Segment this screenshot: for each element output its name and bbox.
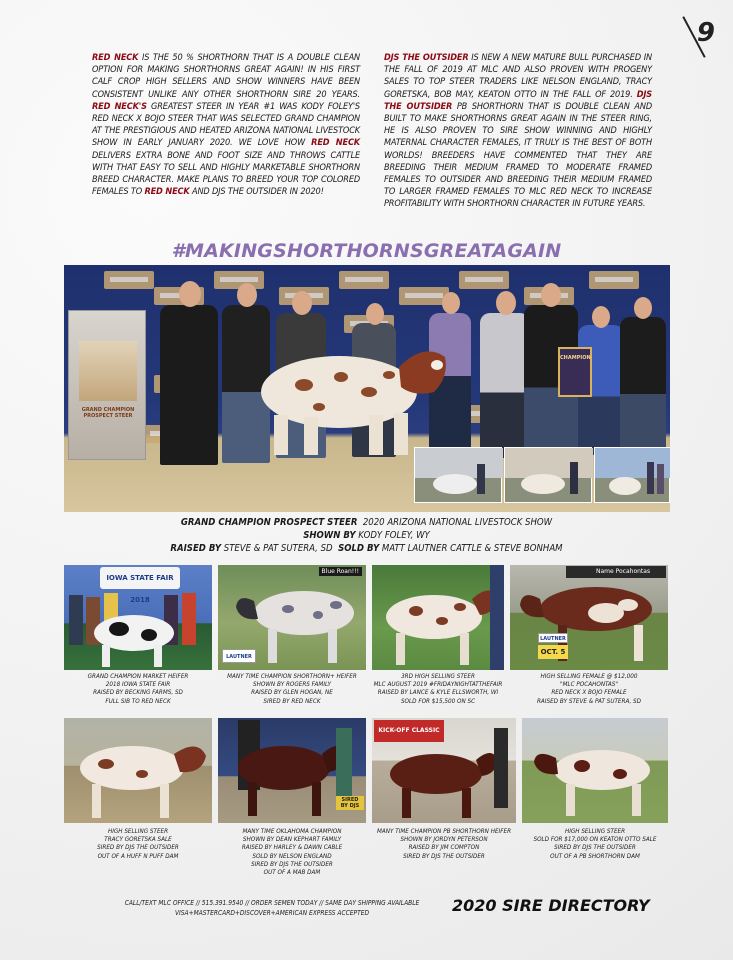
main-caption-line3 <box>0 543 733 554</box>
person-head <box>592 306 610 328</box>
caption-line: SIRED BY DJS THE OUTSIDER <box>97 844 179 852</box>
page-number: 9 <box>696 18 715 48</box>
caption-line: RAISED BY BECKING FARMS, SD <box>93 689 183 697</box>
highlight-name: RED NECK <box>92 53 139 63</box>
caption-line: RED NECK X BOJO FEMALE <box>551 689 627 697</box>
caption-line: RAISED BY HARLEY & DAWN CABLE <box>241 844 343 852</box>
body-text: DELIVERS EXTRA BONE AND FOOT SIZE AND THROWS CATTLE WITH THAT EASY TO SELL AND HIGHLY MARKETABLE SHORTHORN BREED CHARACTER. MAKE PLANS TO BREED YOUR TOP COLORED FEMALES TO <box>92 150 360 198</box>
caption-line: 3RD HIGH SELLING STEER <box>401 673 475 680</box>
outsider-description <box>384 52 652 211</box>
caption-line: MANY TIME CHAMPION PB SHORTHORN HEIFER <box>377 828 511 835</box>
inset-photo <box>594 447 670 503</box>
sale-date-badge: OCT. 5 <box>538 645 568 659</box>
caption-line: RAISED BY LANCE & KYLE ELLSWORTH, WI <box>377 689 499 697</box>
footer-title: 2020 SIRE DIRECTORY <box>452 896 650 915</box>
footer-contact <box>92 898 452 918</box>
caption-line: SIRED BY DJS THE OUTSIDER <box>554 844 636 852</box>
champion-sign-text: CHAMPION <box>560 355 591 361</box>
footer-contact-line2: VISA+MASTERCARD+DISCOVER+AMERICAN EXPRESS ACCEPTED <box>174 909 370 917</box>
caption-shown-by-label: SHOWN BY <box>303 530 356 541</box>
caption-line: SHOWN BY JORDYN PETERSON <box>400 836 488 844</box>
highlight-name: RED NECK'S <box>92 101 147 112</box>
person-head <box>541 283 561 307</box>
caption-line: HIGH SELLING STEER <box>564 828 626 835</box>
caption-raised-by-label: RAISED BY <box>170 543 222 554</box>
caption-line: HIGH SELLING FEMALE @ $12,000 <box>540 673 638 680</box>
state-fair-sign: IOWA STATE FAIR 2018 <box>100 567 180 589</box>
person-head <box>634 297 652 319</box>
caption-line: GRAND CHAMPION MARKET HEIFER <box>87 673 189 680</box>
highlight-name: RED NECK <box>311 138 360 149</box>
caption-line: SOLD BY NELSON ENGLAND <box>252 852 332 860</box>
inset-photo <box>504 447 592 503</box>
caption-sold-by-label: SOLD BY <box>338 543 380 554</box>
photo-pocahontas-female <box>510 565 668 670</box>
person <box>160 305 218 465</box>
body-text: IS NEW A NEW MATURE BULL PURCHASED IN THE FALL OF 2019 AT MLC AND ALSO PROVEN WITH PROGENY SALES TO TOP STEER TRADERS LIKE NELSON ENGLAND, TRACY GORETSKA, BOB MAY, KEATON OTTO IN THE FALL OF 2019. <box>384 53 652 100</box>
caption-line: SHOWN BY DEAN KEPHART FAMILY <box>242 836 342 844</box>
photo-blue-roan-heifer <box>218 565 366 670</box>
caption-line: SOLD FOR $17,000 ON KEATON OTTO SALE <box>533 836 657 844</box>
photo-goretska-steer <box>64 718 212 823</box>
person <box>620 317 666 457</box>
backdrop-logo <box>104 271 154 289</box>
caption-title: GRAND CHAMPION PROSPECT STEER <box>180 517 358 528</box>
champion-banner <box>68 310 146 460</box>
champion-steer <box>249 337 449 457</box>
caption-line: RAISED BY JIM COMPTON <box>408 844 480 852</box>
lautner-badge: LAUTNER <box>538 633 568 643</box>
red-neck-description <box>92 52 360 198</box>
person-head <box>292 291 312 315</box>
caption-line: FULL SIB TO RED NECK <box>105 697 171 705</box>
caption-sold-by: MATT LAUTNER CATTLE & STEVE BONHAM <box>381 543 563 554</box>
caption-line: MLC AUGUST 2019 #FRIDAYNIGHTATTHEFAIR <box>373 681 503 689</box>
footer-contact-line1: CALL/TEXT MLC OFFICE // 515.391.9540 // ORDER SEMEN TODAY // SAME DAY SHIPPING AVAILABLE <box>124 899 420 907</box>
inset-photo <box>414 447 502 503</box>
caption-line: RAISED BY GLEN HOGAN, NE <box>251 689 333 697</box>
main-caption-line2 <box>0 530 733 541</box>
backdrop-logo <box>339 271 389 289</box>
caption-line: MANY TIME OKLAHOMA CHAMPION <box>242 828 342 835</box>
caption-line: RAISED BY STEVE & PAT SUTERA, SD <box>537 697 641 705</box>
highlight-name: DJS THE OUTSIDER <box>384 53 469 63</box>
person-head <box>496 291 516 315</box>
person <box>480 313 530 458</box>
caption-line: OUT OF A HUFF N PUFF DAM <box>97 852 179 860</box>
caption-line: OUT OF A MAB DAM <box>263 869 321 877</box>
body-text: PB SHORTHORN THAT IS DOUBLE CLEAN AND BUILT TO MAKE SHORTHORNS GREAT AGAIN IN THE STEER RING, HE IS ALSO PROVEN TO SIRE SHOW WINNING AND HIGHLY MATERNAL CHARACTER FEMALES, IT TRULY IS THE BEST OF BOTH WORLDS! BREEDERS HAVE COMMENTED THAT THEY ARE BREEDING THEIR MEDIUM FRAMED TO MODERATE FRAMED FEMALES TO OUTSIDER AND BREEDING THEIR MEDIUM FRAMED TO LARGER FRAMED FEMALES TO MLC RED NECK TO INCREASE PROFITABILITY WITH SHORTHORN CHARACTER IN FUTURE YEARS. <box>384 101 652 210</box>
caption-line: OUT OF A PB SHORTHORN DAM <box>550 852 640 860</box>
backdrop-logo <box>459 271 509 289</box>
caption-raised-by: STEVE & PAT SUTERA, SD <box>223 543 333 554</box>
champion-sign <box>558 347 592 397</box>
main-caption-line1 <box>0 517 733 528</box>
banner-logo <box>79 341 137 401</box>
person-head <box>442 292 460 314</box>
caption-line: "MLC POCAHONTAS" <box>559 681 619 689</box>
caption-line: SHOWN BY ROGERS FAMILY <box>252 681 331 689</box>
photo-third-high-steer <box>372 565 504 670</box>
caption-line: SOLD FOR $15,500 ON SC <box>400 697 476 705</box>
person-head <box>366 303 384 325</box>
photo-oklahoma-champion <box>218 718 366 823</box>
kickoff-classic-sign: KICK-OFF CLASSIC <box>374 720 444 742</box>
photo-keaton-otto-steer <box>522 718 668 823</box>
caption-line: SIRED BY DJS THE OUTSIDER <box>251 860 333 868</box>
caption-line: SIRED BY DJS THE OUTSIDER <box>403 852 485 860</box>
photo-pb-shorthorn-heifer <box>372 718 516 823</box>
blue-roan-sign: Blue Roan!!! <box>319 567 362 576</box>
caption-line: SIRED BY RED NECK <box>263 697 321 705</box>
lautner-badge: LAUTNER <box>222 649 256 663</box>
banner-text: GRAND CHAMPION PROSPECT STEER <box>81 407 135 419</box>
backdrop-logo <box>589 271 639 289</box>
pocahontas-sign: Name Pocahontas <box>566 566 666 578</box>
body-text: GREATEST STEER IN YEAR #1 WAS KODY FOLEY'S RED NECK X BOJO STEER THAT WAS SELECTED GRAND CHAMPION AT THE PRESTIGIOUS AND HEATED ARIZONA NATIONAL LIVESTOCK SHOW IN EARLY JANUARY 2020. WE LOVE HOW <box>92 101 360 149</box>
highlight-name: DJS THE OUTSIDER <box>384 89 652 112</box>
caption-line: 2018 IOWA STATE FAIR <box>105 681 171 689</box>
person-head <box>179 281 201 307</box>
caption-show: 2020 ARIZONA NATIONAL LIVESTOCK SHOW <box>362 517 553 528</box>
body-text: IS THE 50 % SHORTHORN THAT IS A DOUBLE CLEAN OPTION FOR MAKING SHORTHORNS GREAT AGAIN! IN HIS FIRST CALF CROP HIGH SELLERS AND SHOW WINNERS HAVE BEEN CONSISTENT UNLIKE ANY OTHER SHORTHORN SIRE 20 YEARS. <box>92 53 360 100</box>
sired-by-sign: SIRED BY DJS <box>336 796 364 810</box>
main-champion-photo <box>64 265 670 512</box>
hashtag-heading: #MAKINGSHORTHORNSGREATAGAIN <box>171 240 562 262</box>
highlight-name: RED NECK <box>144 187 190 198</box>
caption-pb-shorthorn-heifer <box>359 828 529 861</box>
caption-line: TRACY GORETSKA SALE <box>104 836 172 844</box>
body-text: AND DJS THE OUTSIDER IN 2020! <box>189 187 324 198</box>
caption-line: HIGH SELLING STEER <box>107 828 169 835</box>
caption-blue-roan-heifer <box>207 673 377 706</box>
caption-pocahontas-female <box>504 673 674 706</box>
caption-oklahoma-champion <box>207 828 377 877</box>
caption-keaton-otto-steer <box>510 828 680 861</box>
photo-market-heifer <box>64 565 212 670</box>
caption-shown-by: KODY FOLEY, WY <box>358 530 430 541</box>
caption-market-heifer <box>53 673 223 706</box>
caption-line: MANY TIME CHAMPION SHORTHORN+ HEIFER <box>227 673 357 680</box>
person-head <box>237 283 257 307</box>
caption-goretska-steer <box>53 828 223 861</box>
caption-third-high-steer <box>353 673 523 706</box>
